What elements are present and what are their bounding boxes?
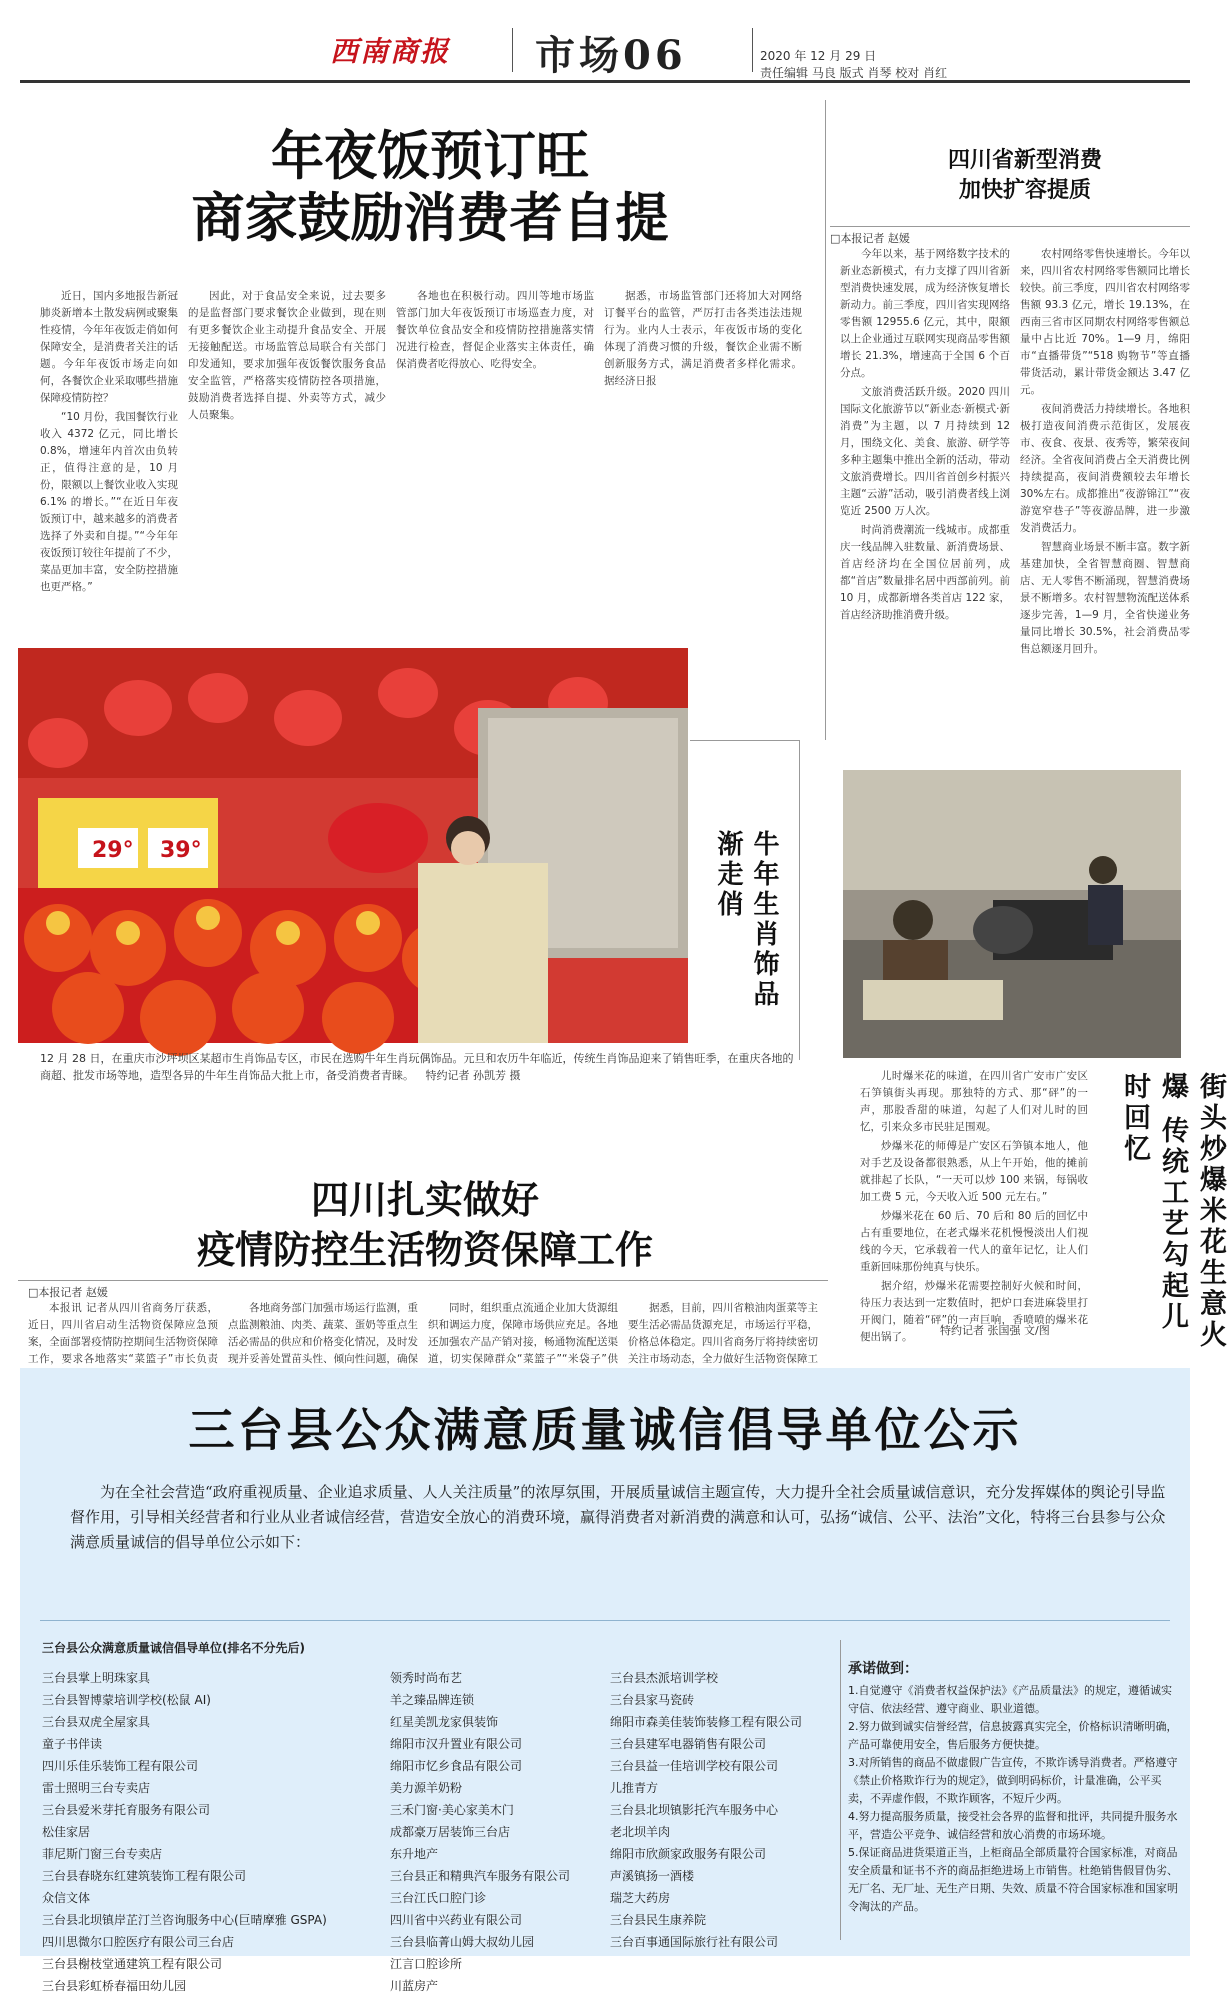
notice-ad-title: 三台县公众满意质量诚信倡导单位公示 — [188, 1403, 1022, 1457]
masthead-meta — [760, 48, 947, 82]
unit-name: 绵阳市欣颜家政服务有限公司 — [610, 1847, 767, 1861]
paragraph: 炒爆米花在 60 后、70 后和 80 后的回忆中占有重要地位，在老式爆米花机慢慢淡出人们视线的今天，它承载着一代人的童年记忆，让人们重新回味那份纯真与快乐。 — [860, 1210, 1088, 1273]
promise-list — [848, 1682, 1178, 1916]
unit-name: 红星美凯龙家俱装饰 — [390, 1715, 499, 1729]
unit-name: 三台江氏口腔门诊 — [390, 1891, 487, 1905]
unit-name: 菲尼斯门窗三台专卖店 — [42, 1847, 163, 1861]
unit-name: 童子书伴读 — [42, 1737, 103, 1751]
paragraph: 据介绍，炒爆米花需要控制好火候和时间，待压力表达到一定数值时，把炉口套进麻袋里打开阀门，随着“砰”的一声巨响，香喷喷的爆米花便出锅了。 — [860, 1280, 1088, 1343]
masthead-logo: 西南商报 — [330, 35, 451, 68]
unit-name: 三台县智博蒙培训学校(松鼠 AI) — [42, 1693, 211, 1707]
consumption-rule — [830, 226, 1190, 227]
consumption-headline — [860, 145, 1190, 205]
unit-name: 江言口腔诊所 — [390, 1957, 463, 1971]
consumption-col1 — [840, 246, 1010, 806]
paragraph: 近日，国内多地报告新冠肺炎新增本土散发病例或聚集性疫情，今年年夜饭走俏如何保障安全，是消费者关注的话题。今年年夜饭市场走向如何，各餐饮企业采取哪些措施保障疫情防控？ — [40, 290, 178, 404]
price-tag: 39° — [160, 838, 202, 863]
popcorn-photo — [843, 770, 1181, 1058]
unit-name: 儿推青方 — [610, 1781, 659, 1795]
epidemic-headline-line2: 疫情防控生活物资保障工作 — [196, 1227, 653, 1272]
consumption-headline-line2: 加快扩容提质 — [958, 177, 1091, 203]
main-article-col1 — [40, 288, 178, 618]
epidemic-col1 — [28, 1300, 218, 1365]
unit-name: 老北坝羊肉 — [610, 1825, 671, 1839]
paragraph: 夜间消费活力持续增长。各地积极打造夜间消费示范街区，发展夜市、夜食、夜景、夜秀等，繁荣夜间经济。全省夜间消费占全天消费比例持续提高，夜间消费额较去年增长 30%左右。成都推出“夜游锦江”“夜游宽窄巷子”等夜游品牌，进一步激发消费活力。 — [1020, 403, 1190, 534]
unit-name: 三台县春晓东红建筑装饰工程有限公司 — [42, 1869, 247, 1883]
unit-name: 成都豪万居装饰三台店 — [390, 1825, 511, 1839]
unit-name: 三台县北坝镇影托汽车服务中心 — [610, 1803, 779, 1817]
masthead-divider — [512, 28, 513, 72]
paragraph: 今年以来，基于网络数字技术的新业态新模式，有力支撑了四川省新型消费快速发展，成为经济恢复增长新动力。前三季度，四川省实现网络零售额 12955.6 亿元，其中，限额以上企业通过互联网实现商品零售额增长 21.3%，增速高于全国 6 个百分点。 — [840, 248, 1010, 379]
unit-name: 三台县建军电器销售有限公司 — [610, 1737, 767, 1751]
unit-name: 雷士照明三台专卖店 — [42, 1781, 151, 1795]
promise-heading: 承诺做到： — [848, 1661, 918, 1677]
unit-list-heading: 三台县公众满意质量诚信倡导单位(排名不分先后) — [42, 1641, 305, 1655]
unit-name: 四川乐佳乐装饰工程有限公司 — [42, 1759, 199, 1773]
unit-name: 三台县家马瓷砖 — [610, 1693, 695, 1707]
paragraph: 农村网络零售快速增长。今年以来，四川省农村网络零售额同比增长较快。前三季度，四川省农村网络零售额 93.3 亿元，增长 19.13%，在西南三省市区同期农村网络零售额总量中占比近 70%。1—9 月，绵阳市“直播带货”“518 购物节”等直播带货活动，累计带货金额达 3.47 亿元。 — [1020, 248, 1190, 396]
notice-ad-intro: 为在全社会营造“政府重视质量、企业追求质量、人人关注质量”的浓厚氛围，开展质量诚信主题宣传，大力提升全社会质量诚信意识，充分发挥媒体的舆论引导监督作用，引导相关经营者和行业从业者诚信经营，营造安全放心的消费环境，赢得消费者对新消费的满意和认可，弘扬“诚信、公平、法治”文化，特将三台县参与公众满意质量诚信的倡导单位公示如下： — [70, 1483, 1166, 1551]
unit-list-col3 — [610, 1667, 840, 1953]
masthead-divider — [752, 28, 753, 72]
unit-name: 绵阳市忆乡食品有限公司 — [390, 1759, 523, 1773]
unit-name: 三台县民生康养院 — [610, 1913, 707, 1927]
epidemic-col3 — [428, 1300, 618, 1365]
paragraph: 据悉，目前，四川省粮油肉蛋菜等主要生活必需品货源充足，市场运行平稳，价格总体稳定。四川省商务厅将持续密切关注市场动态，全力做好生活物资保障工 — [628, 1302, 818, 1365]
epidemic-byline: □本报记者 赵媛 — [28, 1286, 108, 1299]
photo-credit: 特约记者 孙凯芳 摄 — [425, 1069, 521, 1082]
unit-name: 美力源羊奶粉 — [390, 1781, 463, 1795]
issue-date: 2020 年 12 月 29 日 — [760, 49, 877, 63]
unit-list-col1 — [42, 1667, 392, 1997]
unit-name: 三台百事通国际旅行社有限公司 — [610, 1935, 779, 1949]
paragraph: 儿时爆米花的味道，在四川省广安市广安区石笋镇街头再现。那独特的方式、那“砰”的一声，那股香甜的味道，勾起了人们对儿时的回忆，引来众多市民驻足围观。 — [860, 1070, 1088, 1133]
unit-name: 三台县北坝镇岸芷汀兰咨询服务中心(巨晴摩雅 GSPA) — [42, 1913, 327, 1927]
unit-name: 松佳家居 — [42, 1825, 91, 1839]
paragraph: 文旅消费活跃升级。2020 四川国际文化旅游节以“新业态·新模式·新消费”为主题，以 7 月持续到 12 月，围绕文化、美食、旅游、研学等多种主题集中推出全新的活动，带动文旅消费增长。四川省首创乡村振兴主题“云游”活动，吸引消费者线上浏览近 2500 万人次。 — [840, 386, 1010, 517]
unit-name: 声溪镇扬一酒楼 — [610, 1869, 695, 1883]
paragraph: 各地商务部门加强市场运行监测，重点监测粮油、肉类、蔬菜、蛋奶等重点生活必需品的供应和价格变化情况，及时发现并妥善处置苗头性、倾向性问题，确保 — [228, 1302, 418, 1365]
unit-name: 川蓝房产 — [390, 1979, 439, 1993]
epidemic-headline-line1: 四川扎实做好 — [310, 1177, 539, 1222]
unit-name: 三台县临菁山姆大叔幼儿园 — [390, 1935, 535, 1949]
unit-name: 三禾门窗·美心家美木门 — [390, 1803, 514, 1817]
consumption-col2 — [1020, 246, 1190, 806]
unit-name: 三台县双虎全屋家具 — [42, 1715, 151, 1729]
promise-item: 4.努力提高服务质量，接受社会各界的监督和批评，共同提升服务水平，营造公平竞争、诚信经营和放心消费的市场环境。 — [848, 1810, 1178, 1841]
column-divider — [840, 1640, 841, 1940]
main-article-col3 — [396, 288, 594, 618]
paragraph: 炒爆米花的师傅是广安区石笋镇本地人，他对手艺及设备都很熟悉，从上午开始，他的摊前就排起了长队，“一天可以炒 100 来锅，每锅收加工费 5 元，今天收入近 500 元左右。” — [860, 1140, 1088, 1203]
paragraph: 各地也在积极行动。四川等地市场监管部门加大年夜饭预订市场巡查力度，对餐饮单位食品安全和疫情防控措施落实情况进行检查，督促企业落实主体责任，确保消费者吃得放心、吃得安全。 — [396, 290, 594, 370]
consumption-byline: □本报记者 赵媛 — [830, 232, 910, 245]
paragraph: 本报讯 记者从四川省商务厅获悉，近日，四川省启动生活物资保障应急预案，全面部署疫情防控期间生活物资保障工作，要求各地落实“菜篮子”市长负责 — [28, 1302, 218, 1365]
epidemic-col2 — [228, 1300, 418, 1365]
main-headline — [40, 125, 820, 249]
epidemic-headline — [40, 1175, 810, 1275]
main-article-col2 — [188, 288, 386, 618]
paragraph: “10 月份，我国餐饮行业收入 4372 亿元，同比增长 0.8%，增速年内首次由负转正，值得注意的是，10 月份，限额以上餐饮业收入实现 6.1% 的增长。”“在近日年夜饭预订中，越来越多的消费者选择了外卖和自提。”“今年年夜饭预订较往年提前了不少，菜品更加丰富，安全防控措施也更严格。” — [40, 411, 178, 593]
promise-box — [848, 1660, 1178, 1916]
caption-text: 12 月 28 日，在重庆市沙坪坝区某超市生肖饰品专区，市民在选购牛年生肖玩偶饰品。元旦和农历牛年临近，传统生肖饰品迎来了销售旺季，在重庆各地的商超、批发市场等地，造型各异的牛年生肖饰品大批上市，备受消费者青睐。 — [40, 1052, 794, 1082]
unit-name: 领秀时尚布艺 — [390, 1671, 463, 1685]
promise-item: 3.对所销售的商品不做虚假广告宣传，不欺诈诱导消费者。严格遵守《禁止价格欺诈行为的规定》，做到明码标价，计量准确，公平买卖，不弄虚作假，不欺诈顾客，不短斤少两。 — [848, 1756, 1178, 1805]
paragraph: 时尚消费潮流一线城市。成都重庆一线品牌入驻数量、新消费场景、首店经济均在全国位居前列，成都“首店”数量排名居中西部前列。前 10 月，成都新增各类首店 122 家，首店经济助推消费升级。 — [840, 524, 1010, 621]
unit-name: 绵阳市森美佳装饰装修工程有限公司 — [610, 1715, 803, 1729]
masthead-rule — [20, 80, 1190, 83]
promise-item: 2.努力做到诚实信誉经营，信息披露真实完全，价格标识清晰明确，产品可靠使用安全，售后服务方便快捷。 — [848, 1720, 1178, 1751]
column-divider — [825, 100, 826, 740]
unit-name: 三台县彩虹桥春福田幼儿园 — [42, 1979, 187, 1993]
unit-name: 三台县杰派培训学校 — [610, 1671, 719, 1685]
section-title: 市场06 — [535, 32, 687, 79]
unit-list-col2 — [390, 1667, 610, 1997]
popcorn-photo-credit: 特约记者 张国强 文/图 — [940, 1324, 1050, 1337]
main-headline-line2: 商家鼓励消费者自提 — [191, 187, 669, 249]
epidemic-rule — [18, 1280, 828, 1281]
popcorn-headline: 街头炒爆米花生意火爆 传统工艺勾起儿时回忆 — [1119, 1072, 1226, 1351]
unit-name: 四川思微尔口腔医疗有限公司三台店 — [42, 1935, 235, 1949]
ox-photo-caption — [40, 1050, 800, 1084]
unit-name: 三台县掌上明珠家具 — [42, 1671, 151, 1685]
paragraph: 同时，组织重点流通企业加大货源组织和调运力度，保障市场供应充足。各地还加强农产品产销对接，畅通物流配送渠道，切实保障群众“菜篮子”“米袋子”供 — [428, 1302, 618, 1365]
notice-ad-rule — [40, 1620, 1170, 1621]
unit-name: 四川省中兴药业有限公司 — [390, 1913, 523, 1927]
unit-name: 绵阳市汉升置业有限公司 — [390, 1737, 523, 1751]
promise-item: 5.保证商品进货渠道正当，上柜商品全部质量符合国家标准，对商品安全质量和证书不齐的商品拒绝进场上市销售。杜绝销售假冒伪劣、无厂名、无厂址、无生产日期、失效、质量不符合国家标准和国家明令淘汰的产品。 — [848, 1846, 1178, 1913]
consumption-headline-line1: 四川省新型消费 — [947, 147, 1102, 173]
editor-credits: 责任编辑 马良 版式 肖琴 校对 肖红 — [760, 66, 948, 80]
unit-name: 三台县榭枝堂通建筑工程有限公司 — [42, 1957, 223, 1971]
unit-name: 三台县正和精典汽车服务有限公司 — [390, 1869, 571, 1883]
main-headline-line1: 年夜饭预订旺 — [271, 125, 589, 187]
unit-name: 瑞芝大药房 — [610, 1891, 671, 1905]
unit-name: 三台县爱米芽托育服务有限公司 — [42, 1803, 211, 1817]
ox-photo-title: 牛年生肖饰品渐走俏 — [713, 830, 779, 1010]
main-article-col4 — [604, 288, 802, 618]
paragraph: 智慧商业场景不断丰富。数字新基建加快，全省智慧商圈、智慧商店、无人零售不断涌现，智慧消费场景不断增多。农村智慧物流配送体系逐步完善，1—9 月，全省快递业务量同比增长 30.5%，社会消费品零售总额逐月回升。 — [1020, 541, 1190, 655]
paragraph: 据悉，市场监管部门还将加大对网络订餐平台的监管，严厉打击各类违法违规行为。业内人士表示，年夜饭市场的变化体现了消费习惯的升级，餐饮企业需不断创新服务方式，满足消费者多样化需求。据经济日报 — [604, 290, 802, 387]
unit-name: 羊之臻品牌连锁 — [390, 1693, 475, 1707]
unit-name: 众信文体 — [42, 1891, 91, 1905]
promise-item: 1.自觉遵守《消费者权益保护法》《产品质量法》的规定，遵循诚实守信、依法经营、遵守商业、职业道德。 — [848, 1684, 1172, 1715]
unit-name: 三台县益一佳培训学校有限公司 — [610, 1759, 779, 1773]
epidemic-col4 — [628, 1300, 818, 1365]
paragraph: 因此，对于食品安全来说，过去要多的是监督部门要求餐饮企业做到，现在则有更多餐饮企业主动提升食品安全、开展无接触配送。市场监管总局联合有关部门印发通知，要求加强年夜饭餐饮服务食品安全监管，严格落实疫情防控各项措施，鼓励消费者选择自提、外卖等方式，减少人员聚集。 — [188, 290, 386, 421]
unit-name: 东升地产 — [390, 1847, 439, 1861]
price-tag: 29° — [92, 838, 134, 863]
